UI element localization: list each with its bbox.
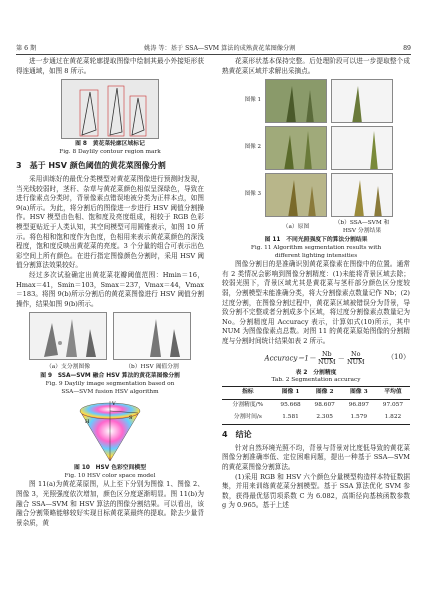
- numerator: Nb: [321, 349, 332, 358]
- figure-8: [16, 79, 204, 139]
- table-cell: 98.607: [314, 402, 335, 409]
- segmented-image: [331, 173, 393, 217]
- running-header: [16, 40, 411, 55]
- figure-10-caption-cn: 图 10 HSV 色彩空间模型: [74, 465, 146, 472]
- row-label: 图像 1: [244, 97, 261, 104]
- figure-11b-label: HSV 分割结果: [342, 227, 382, 234]
- figure-8-caption-cn: 图 8 黄花菜轮廓区域标记: [75, 141, 145, 148]
- table-header: 指标: [241, 388, 254, 395]
- segmented-image: [331, 79, 393, 123]
- table-cell: 97.057: [382, 402, 404, 409]
- cone-v-label: V: [112, 401, 116, 408]
- numerator: No: [351, 349, 361, 358]
- figure-9b-label: （b）HSV 阈值分割: [125, 363, 179, 370]
- figure-9a-label: （a）支分割图像: [45, 363, 91, 370]
- section-3-heading: 3 基于 HSV 颜色阈值的黄花菜图像分割: [16, 161, 166, 171]
- equation-number: （10）: [387, 353, 410, 362]
- table-2-caption-en: Tab. 2 Segmentation accuracy: [271, 377, 361, 384]
- original-image: [265, 126, 327, 170]
- figure-11-caption-en: Fig. 11 Algorithm segmentation results with: [250, 244, 382, 251]
- table-cell: 分割精度/%: [232, 402, 264, 409]
- table-header: 图像 3: [349, 388, 368, 395]
- figure-11-caption-en: different lighting intensities: [274, 252, 358, 259]
- left-column: [16, 57, 204, 528]
- row-label: 图像 3: [244, 191, 261, 198]
- table-header: 图像 2: [315, 388, 334, 395]
- figure-9: [16, 312, 204, 371]
- split-image: [29, 312, 107, 360]
- table-header: 图像 1: [281, 388, 300, 395]
- running-title: 姚涛 等：基于 SSA—SVM 算法的成熟黄花菜图像分割: [144, 45, 296, 52]
- paragraph: 针对自然环境光照不均，背景与背景对比度低导致的黄花菜图像分割准确率低、定位困难问题，提出一种基于 SSA—SVM 的黄花菜图像分割算法。: [222, 443, 410, 472]
- hsv-cone-diagram: [65, 399, 155, 463]
- paragraph: 采用训练好的最优分类模型对黄花菜图像进行预测时发现，当光线较弱时，茎秆、杂草与黄花菜颜色相似呈深绿色，导致在进行像素点分类时，背景像素点错误地被分类为正样本点，如图 9(a)所示。为此，将分割后的图像进一步进行 HSV 阈值分割操作。HSV 模型由色相、饱和度及亮度组成，相较于 RGB 色彩模型更贴近于人类认知，其空间模型可用圆锥表示，如图 10 所示。将色相和饱和度作为色度，色相用来表示黄花菜颜色的深浅程度，饱和度反映出黄花菜的亮度。3 个分量的组合可表示出色彩空间上所有颜色。在进行指定图像颜色分割时，采用 HSV 阈值分割算法效果较好。: [16, 174, 204, 270]
- paragraph: 图像分割目的是准确识别黄花菜像素在图像中的位置。通常有 2 类情况会影响到图像分割精度：(1)未能将背景区域去除；较弱光照下，背景区域尤其是黄花菜与茎秆部分颜色区分度较弱，分割模型未能准确分类，将大分割像素点数量记作 Nb；(2)过度分割，在图像分割过程中，黄花菜区域被错误分为背景，导致分割不完整或者分割成多个区域，将过度分割像素点数量记为 No。分割精度用 Accuracy 表示，计算如式(10)所示，其中 NUM 为图像像素点总数。对图 11 的黄花菜原始图像的分割精度与分割时间统计结果如表 2 所示。: [222, 260, 410, 345]
- figure-8-caption-en: Fig. 8 Daylily contour region mark: [59, 148, 161, 155]
- figure-10: [16, 399, 204, 463]
- equation-body: [265, 351, 365, 366]
- denominator: NUM: [318, 357, 336, 366]
- paragraph: 花菜形状基本保持完整。后处理阶段可以进一步提取整个成熟黄花菜区域并求解出采摘点。: [222, 57, 410, 75]
- figure-11: [222, 79, 410, 235]
- table-cell: 95.668: [280, 402, 301, 409]
- table-header: 平均值: [384, 388, 402, 395]
- right-column: [222, 57, 410, 511]
- segmented-image: [331, 126, 393, 170]
- equation-lhs: Accuracy＝1－: [264, 354, 316, 362]
- cone-s-label: S: [129, 415, 133, 422]
- table-row: [222, 412, 410, 425]
- figure-9-caption-en: SSA—SVM fusion HSV algorithm: [61, 388, 159, 395]
- hsv-threshold-image: [113, 312, 191, 360]
- paragraph: 经过多次试验确定出黄花菜花瓣阈值范围：Hmin＝16，Hmax＝41，Smin＝103，Smax＝237，Vmax＝44，Vmax＝183。将图 9(b)所示分割后的黄花菜图像进行 HSV 阈值分割操作，结果如图 9(b)所示。: [16, 270, 204, 308]
- table-row: [222, 399, 410, 412]
- figure-11a-label: （a）原图: [282, 223, 310, 230]
- segmentation-accuracy-table: [222, 386, 410, 426]
- fraction: [318, 351, 336, 366]
- denominator: NUM: [347, 357, 365, 366]
- paragraph: 进一步通过在黄花菜轮廓提取图像中绘制其最小外接矩形获得连通域，如图 8 所示。: [16, 57, 204, 75]
- table-cell: 1.579: [350, 414, 368, 421]
- table-2-caption-cn: 表 2 分割精度: [295, 369, 337, 376]
- figure-9-caption-cn: 图 9 SSA—SVM 融合 HSV 算法的黄花菜图像分割: [40, 373, 180, 380]
- figure-11-caption-cn: 图 11 不同光照强度下的算法分割结果: [264, 237, 368, 244]
- table-cell: 2.305: [316, 414, 333, 421]
- table-cell: 1.822: [384, 414, 402, 421]
- issue-number: 第 6 期: [16, 45, 37, 52]
- original-image: [265, 173, 327, 217]
- contour-mark-image: [61, 79, 159, 139]
- table-cell: 96.897: [348, 402, 369, 409]
- fraction: [347, 351, 365, 366]
- paragraph: (1)采用 RGB 和 HSV 六个颜色分量模型构造样本特征数据集，并用来训练黄花菜分割模型。基于 SSA 算法优化 SVM 参数，获得最优惩罚项系数 C 为 6.082，高斯径向基核函数参数 g 为 0.965。基于上述: [222, 472, 410, 510]
- page-number: 89: [403, 45, 411, 52]
- row-label: 图像 2: [244, 144, 261, 151]
- cone-h-label: H: [85, 419, 90, 426]
- original-image: [265, 79, 327, 123]
- figure-9-caption-en: Fig. 9 Daylily image segmentation based on: [45, 381, 175, 388]
- paragraph: 图 11(a)为黄花菜原图，从上至下分别为图像 1、图像 2、图像 3，光照强度依次增加，颜色区分度逐渐明显。图 11(b)为融合 SSA—SVM 和 HSV 算法的图像分割结果。可以看出，该融合分割策略能够较好实现目标黄花菜最终的提取。除去少量背景杂质，黄: [16, 480, 204, 527]
- figure-11b-label: （b）SSA—SVM 和: [334, 220, 390, 227]
- section-4-heading: 4 结论: [222, 430, 252, 440]
- figure-10-caption-en: Fig. 10 HSV color space model: [64, 472, 156, 479]
- equation-10: [222, 351, 410, 366]
- table-cell: 1.581: [282, 414, 299, 421]
- table-cell: 分割时间/s: [233, 414, 262, 421]
- minus-sign: －: [337, 354, 345, 362]
